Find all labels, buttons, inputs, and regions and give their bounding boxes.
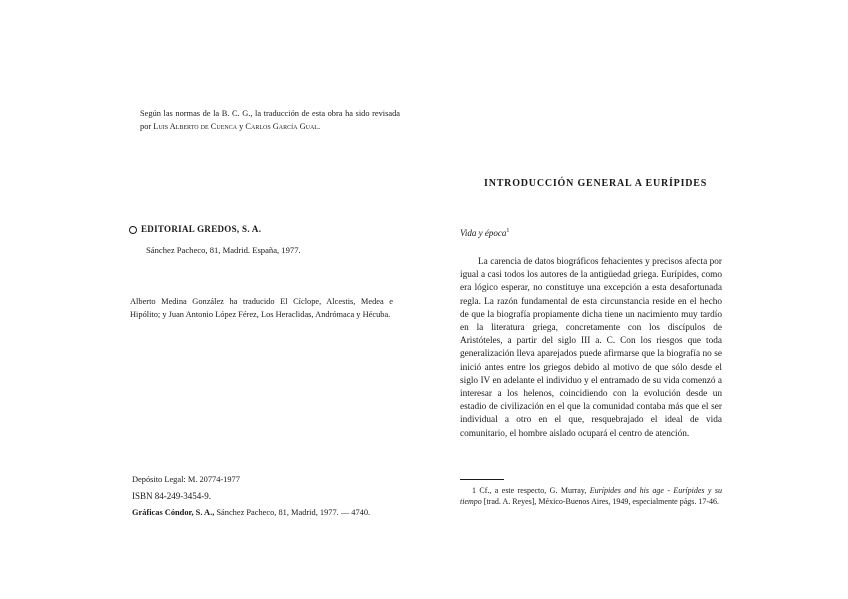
review-note-prefix: ha sido revisada por <box>140 109 400 131</box>
legal-deposit: Depósito Legal: M. 20774-1977 <box>132 475 240 484</box>
footnote-citation-title: Eurípides and his age - Eurípides y su tiempo <box>460 486 723 506</box>
section-title: INTRODUCCIÓN GENERAL A EURÍPIDES <box>484 178 708 189</box>
footnote-citation-pre: Cf., a este respecto, G. Murray, <box>479 486 587 495</box>
publisher-line <box>129 224 409 234</box>
publisher-address: Sánchez Pacheco, 81, Madrid. España, 1977. <box>146 245 301 255</box>
reviewer-name-2: Carlos García Gual <box>245 121 318 131</box>
footnote-divider <box>460 479 504 480</box>
footnote-reference: 1 <box>506 228 510 234</box>
copyright-icon <box>129 226 137 234</box>
publisher-name: EDITORIAL GREDOS, S. A. <box>141 224 262 234</box>
review-note-line1: Según las normas de la B. C. G., la traducción de esta obra <box>140 109 343 118</box>
translators-note: Alberto Medina González ha traducido El Cíclope, Alcestis, Medea e Hipólito; y Juan Antonio López Férez, Los Heraclidas, Andrómaca y Hécuba. <box>130 297 393 319</box>
review-note-end: . <box>317 121 321 131</box>
subheading-text: Vida y época <box>460 228 507 238</box>
footnote-citation-post: [trad. A. Reyes], México-Buenos Aires, 1949, especialmente págs. 17-46. <box>483 497 720 506</box>
review-note-and: y <box>239 121 244 131</box>
isbn: ISBN 84-249-3454-9. <box>132 491 211 501</box>
body-paragraph: La carencia de datos biográficos fehacientes y precisos afecta por igual a casi todos los autores de la antigüedad griega. Eurípides, como era lógico esperar, no constituye una excepción a esta desafortunada regla. La razón fundamental de esta circunstancia reside en el hecho de que la biografía propiamente dicha tiene un nacimiento muy tardío en la literatura griega, concretamente con los discípulos de Aristóteles, a partir del siglo III a. C. Con los riesgos que toda generalización lleva aparejados puede afirmarse que la biografía no se inició antes entre los griegos debido al motivo de que sólo desde el siglo IV en adelante el individuo y el entramado de su vida comenzó a interesar a los helenos, coincidiendo con la evolución desde un estadio de civilización en el que la comunidad contaba más que el ser individual a otro en el que, resquebrajado el ideal de vida comunitario, el hombre aislado ocupará el centro de atención. <box>460 257 722 439</box>
printer-line <box>132 508 404 517</box>
subheading <box>460 228 509 238</box>
reviewer-name-1: Luis Alberto de Cuenca <box>153 121 238 131</box>
printer-name: Gráficas Cóndor, S. A., <box>132 508 215 517</box>
review-note <box>140 108 400 133</box>
body-text <box>460 256 722 441</box>
printer-details: Sánchez Pacheco, 81, Madrid, 1977. — 4740. <box>216 508 371 517</box>
footnote <box>460 485 722 507</box>
footnote-number: 1 <box>472 486 476 495</box>
